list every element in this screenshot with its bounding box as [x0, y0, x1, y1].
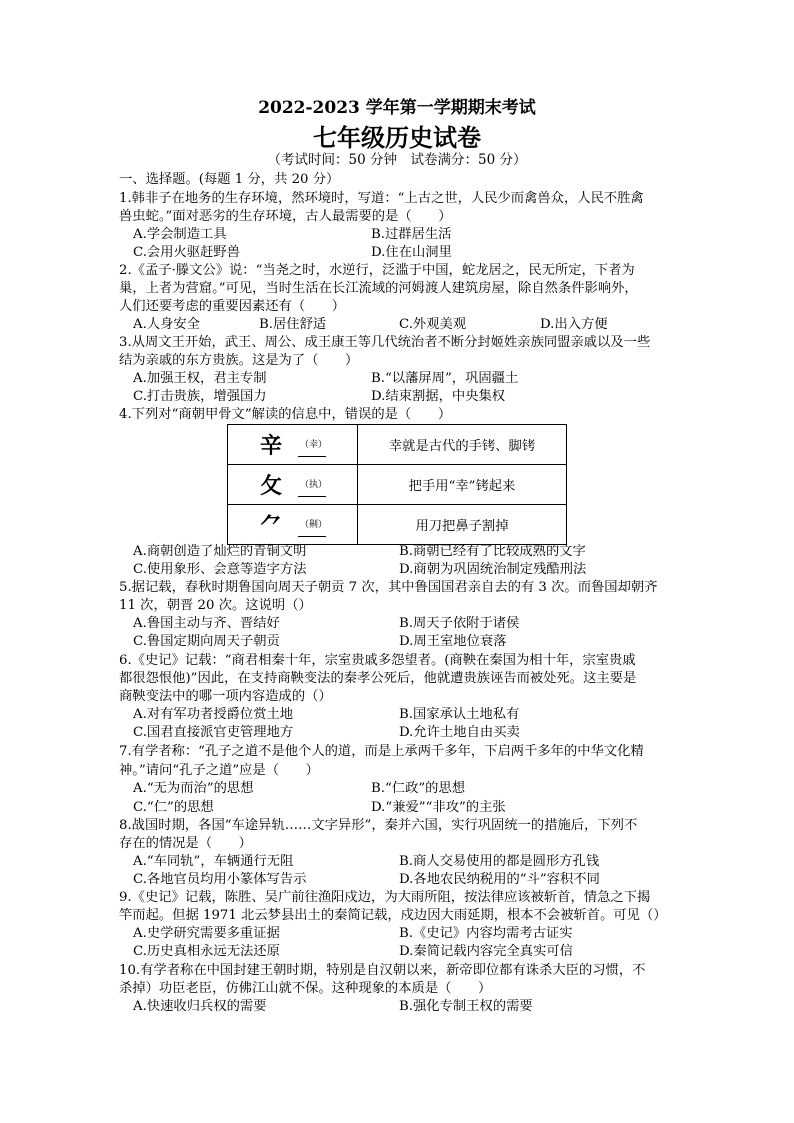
question-3-line-2: 结为亲戚的东方贵族。这是为了（ ）	[119, 353, 359, 368]
question-2-option-c: C.外观美观	[399, 317, 467, 332]
question-7-option-d: D.“兼爱”“非攻”的主张	[371, 800, 506, 815]
oracle-glyph-xing-icon: ⾟	[260, 433, 283, 459]
question-7-option-b: B.“仁政”的思想	[371, 781, 466, 796]
question-4-option-a: A.商朝创造了灿烂的青铜文明	[133, 544, 307, 559]
question-2-line-3: 人们还要考虑的重要因素还有（ ）	[119, 299, 346, 314]
oracle-glyph-zhi-icon: ⺙	[260, 473, 283, 499]
table-row	[228, 465, 567, 505]
question-2-option-d: D.出入方便	[540, 317, 608, 332]
glyph-description: 幸就是古代的手铐、脚铐	[358, 425, 567, 465]
exam-subtitle: 七年级历史试卷	[313, 123, 481, 152]
question-9-line-1: 9.《史记》记载，陈胜、吴广前往渔阳戍边，为大雨所阻，按法律应该被斩首，情急之下揭	[119, 890, 651, 905]
question-4-option-d: D.商朝为巩固统治制定残酷刑法	[399, 562, 587, 577]
section-heading: 一、选择题。(每题 1 分，共 20 分）	[119, 172, 340, 187]
question-6-option-c: C.国君直接派官吏管理地方	[133, 725, 294, 740]
oracle-glyph-yi-icon: ⺈	[260, 513, 283, 539]
question-3-option-c: C.打击贵族，增强国力	[133, 389, 267, 404]
question-7-option-c: C.“仁”的思想	[133, 800, 214, 815]
oracle-glyph-cell	[228, 505, 358, 545]
question-10-option-b: B.强化专制王权的需要	[399, 999, 533, 1014]
question-9-option-b: B.《史记》内容均需考古证实	[399, 926, 573, 941]
question-4-line-1: 4.下列对“商朝甲骨文”解读的信息中，错误的是（ ）	[119, 407, 452, 422]
oracle-glyph-cell	[228, 425, 358, 465]
question-6-option-b: B.国家承认土地私有	[399, 707, 520, 722]
question-7-line-2: 神。”请问“孔子之道”应是（ ）	[119, 763, 319, 778]
question-7-option-a: A.“无为而治”的思想	[133, 781, 254, 796]
glyph-description: 用刀把鼻子割掉	[358, 505, 567, 545]
question-1-line-2: 兽虫蛇。”面对恶劣的生存环境，古人最需要的是（ ）	[119, 209, 452, 224]
question-10-line-1: 10.有学者称在中国封建王朝时期，特别是自汉朝以来，新帝即位都有诛杀大臣的习惯，不	[119, 963, 646, 978]
glyph-label: （幸）	[300, 440, 328, 450]
question-8-option-d: D.各地农民纳税用的“斗”容积不同	[399, 872, 600, 887]
exam-info: （考试时间：50 分钟 试卷满分：50 分）	[267, 152, 527, 168]
question-1-option-a: A.学会制造工具	[133, 227, 227, 242]
question-2-line-1: 2.《孟子·滕文公》说：“当尧之时，水逆行，泛滥于中国，蛇龙居之，民无所定，下者为	[119, 263, 635, 278]
question-5-option-a: A.鲁国主动与齐、晋结好	[133, 616, 280, 631]
question-3-line-1: 3.从周文王开始，武王、周公、成王康王等几代统治者不断分封姬姓亲族同盟亲戚以及一些	[119, 335, 651, 350]
question-3-option-b: B.“以藩屏周”，巩固疆土	[371, 371, 519, 386]
table-row	[228, 425, 567, 465]
question-6-line-1: 6.《史记》记载：“商君相秦十年，宗室贵戚多怨望者。(商鞅在秦国为相十年，宗室贵戚	[119, 653, 636, 668]
question-9-option-a: A.史学研究需要多重证据	[133, 926, 280, 941]
question-6-option-a: A.对有军功者授爵位赏土地	[133, 707, 294, 722]
question-4-option-c: C.使用象形、会意等造字方法	[133, 562, 307, 577]
oracle-bone-table	[227, 424, 567, 545]
question-2-option-a: A.人身安全	[133, 317, 201, 332]
question-10-option-a: A.快速收归兵权的需要	[133, 999, 267, 1014]
question-7-line-1: 7.有学者称：“孔子之道不是他个人的道，而是上承两千多年，下启两千多年的中华文化精	[119, 744, 644, 759]
question-1-option-b: B.过群居生活	[371, 227, 452, 242]
question-8-option-a: A.“车同轨”，车辆通行无阻	[133, 854, 294, 869]
question-5-line-1: 5.据记载，春秋时期鲁国向周天子朝贡 7 次，其中鲁国国君亲自去的有 3 次。而鲁国却朝齐	[119, 580, 658, 595]
question-10-line-2: 杀掉）功臣老臣，仿佛江山就不保。这种现象的本质是（ ）	[119, 981, 492, 996]
glyph-description: 把手用“幸”铐起来	[358, 465, 567, 505]
question-9-line-2: 竿而起。但据 1971 北云梦县出土的秦简记载，戍边因大雨延期，根本不会被斩首。可见（）	[119, 908, 667, 923]
table-row	[228, 505, 567, 545]
question-5-option-c: C.鲁国定期向周天子朝贡	[133, 634, 280, 649]
question-3-option-d: D.结束割据，中央集权	[371, 389, 506, 404]
glyph-label: （执）	[300, 480, 328, 490]
question-5-option-b: B.周天子依附于诸侯	[399, 616, 520, 631]
question-6-option-d: D.允许土地自由买卖	[399, 725, 520, 740]
question-1-option-c: C.会用火驱赶野兽	[133, 245, 241, 260]
question-4-option-b: B.商朝已经有了比较成熟的文字	[399, 544, 586, 559]
question-1-option-d: D.住在山洞里	[371, 245, 452, 260]
oracle-glyph-cell	[228, 465, 358, 505]
question-8-line-1: 8.战国时期，各国“车途异轨……文字异形”，秦并六国，实行巩固统一的措施后，下列不	[119, 818, 638, 833]
question-1-line-1: 1.韩非子在地务的生存环境，然环境时，写道：“上古之世，人民少而禽兽众，人民不胜禽	[119, 191, 644, 206]
question-8-line-2: 存在的情况是（ ）	[119, 836, 252, 851]
glyph-label: （劓）	[300, 520, 328, 530]
question-9-option-d: D.秦简记载内容完全真实可信	[399, 944, 573, 959]
question-3-option-a: A.加强王权，君主专制	[133, 371, 267, 386]
question-9-option-c: C.历史真相永远无法还原	[133, 944, 280, 959]
exam-title: 2022-2023 学年第一学期期末考试	[258, 98, 536, 118]
question-2-option-b: B.居住舒适	[259, 317, 327, 332]
question-5-line-2: 11 次，朝晋 20 次。这说明（）	[119, 598, 312, 613]
question-5-option-d: D.周王室地位衰落	[399, 634, 507, 649]
question-8-option-b: B.商人交易使用的都是圆形方孔钱	[399, 854, 600, 869]
question-6-line-3: 商鞅变法中的哪一项内容造成的（）	[119, 689, 332, 704]
question-2-line-2: 巢，上者为营窟。”可见，当时生活在长江流域的河姆渡人建筑房屋，除自然条件影响外，	[119, 281, 638, 296]
question-6-line-2: 都很怨恨他)”因此，在支持商鞅变法的秦孝公死后，他就遭贵族诬告而被处死。这主要是	[119, 671, 637, 686]
question-8-option-c: C.各地官员均用小篆体写告示	[133, 872, 307, 887]
